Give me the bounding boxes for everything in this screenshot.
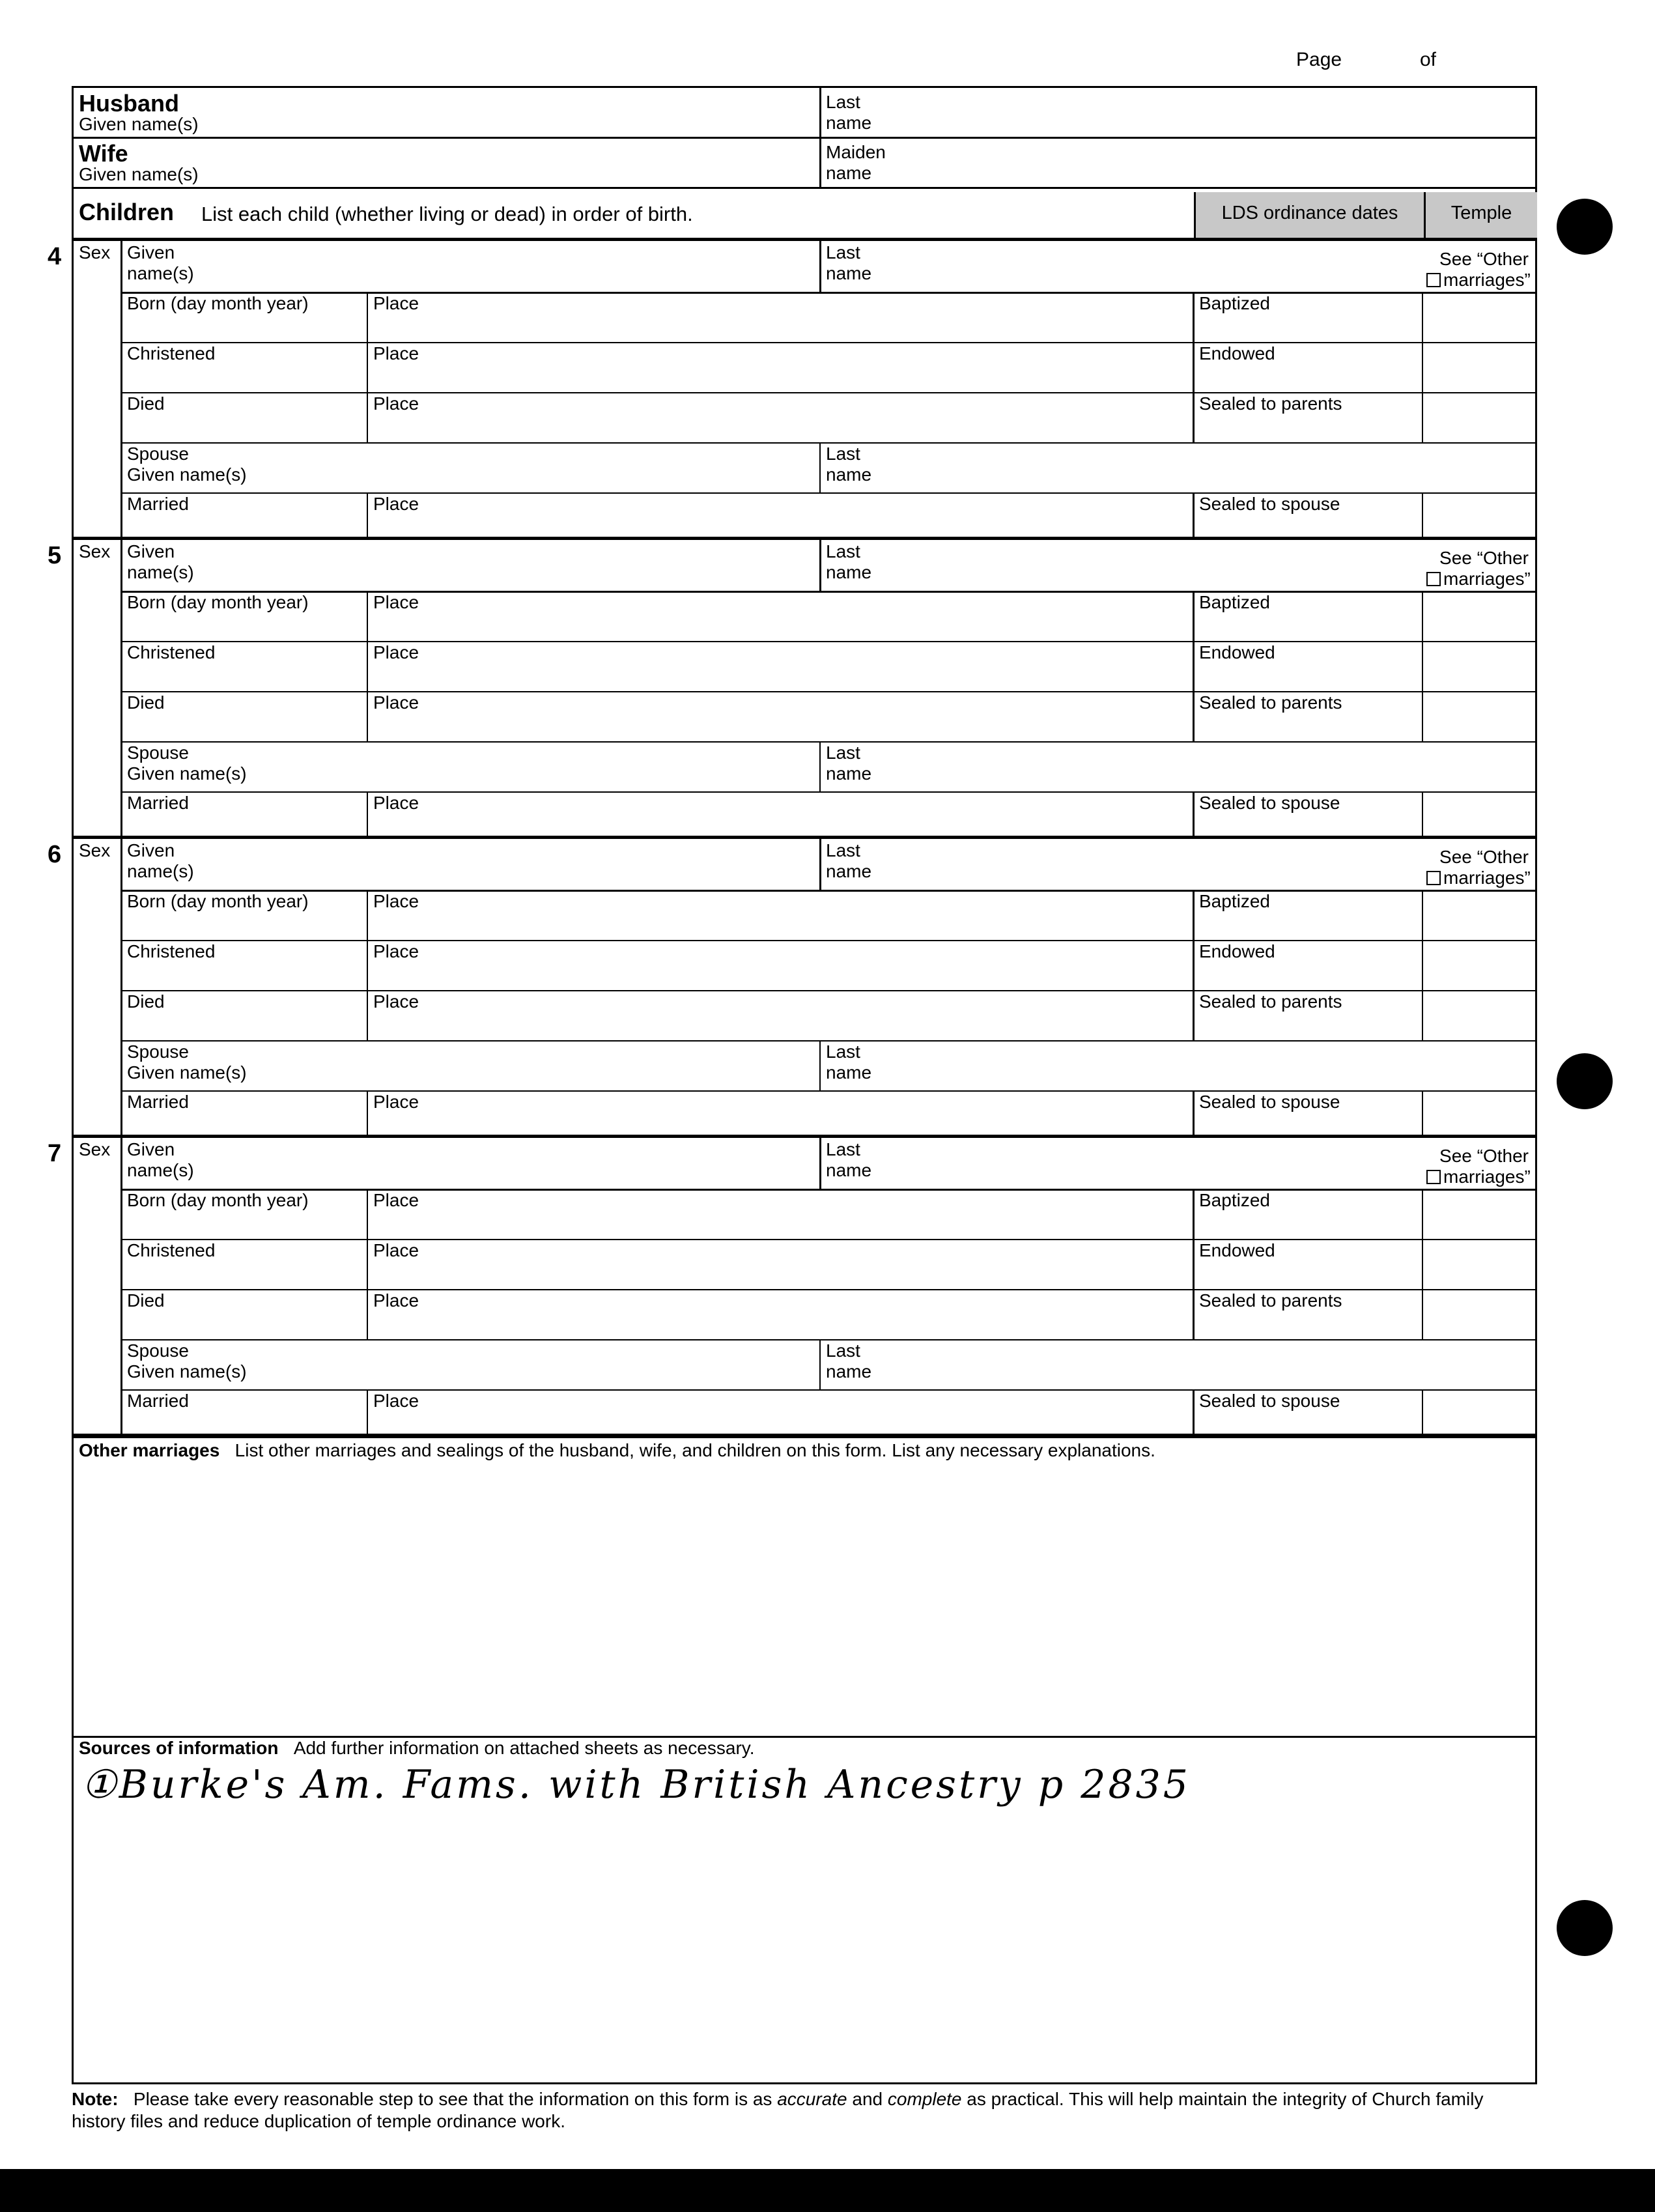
of-label: of (1420, 49, 1437, 70)
born-field[interactable]: Born (day month year) (127, 293, 309, 313)
page-label: Page (1296, 49, 1342, 70)
checkbox-icon[interactable] (1426, 871, 1441, 885)
spouse-last-field[interactable]: Last name (826, 1340, 872, 1382)
note-text-3: as practical. This will help maintain the integrity of Church family history files and reduce duplication of temple ordinance work. (72, 2089, 1484, 2131)
died-place-field[interactable]: Place (373, 991, 419, 1012)
child-number: 4 (48, 243, 62, 270)
child-given-field[interactable]: Given name(s) (127, 840, 194, 881)
child-number: 7 (48, 1140, 62, 1167)
born-field[interactable]: Born (day month year) (127, 592, 309, 612)
see-other-marriages-checkbox[interactable]: See “Other marriages” (1426, 847, 1529, 888)
christened-place-field[interactable]: Place (373, 343, 419, 363)
endowed-field[interactable]: Endowed (1199, 642, 1275, 662)
punch-hole (1557, 1053, 1613, 1109)
endowed-field[interactable]: Endowed (1199, 1240, 1275, 1260)
born-place-field[interactable]: Place (373, 592, 419, 612)
note-complete: complete (887, 2089, 962, 2109)
child-sex-field[interactable]: Sex (79, 1139, 111, 1159)
child-number: 5 (48, 542, 62, 569)
baptized-field[interactable]: Baptized (1199, 293, 1270, 313)
married-place-field[interactable]: Place (373, 494, 419, 514)
spouse-given-field[interactable]: Spouse Given name(s) (127, 743, 247, 784)
died-place-field[interactable]: Place (373, 393, 419, 414)
born-place-field[interactable]: Place (373, 293, 419, 313)
children-title: Children (79, 199, 175, 225)
family-group-form (48, 86, 1537, 2084)
child-given-field[interactable]: Given name(s) (127, 1139, 194, 1180)
husband-given-field[interactable]: Given name(s) (79, 114, 199, 134)
sources-title: Sources of information (79, 1738, 279, 1758)
checkbox-icon[interactable] (1426, 1170, 1441, 1184)
sealed-to-parents-field[interactable]: Sealed to parents (1199, 991, 1342, 1012)
spouse-given-field[interactable]: Spouse Given name(s) (127, 1340, 247, 1382)
sealed-to-parents-field[interactable]: Sealed to parents (1199, 393, 1342, 414)
died-place-field[interactable]: Place (373, 1290, 419, 1311)
christened-field[interactable]: Christened (127, 941, 216, 961)
children-instruction: List each child (whether living or dead) in order of birth. (201, 203, 693, 225)
child-given-field[interactable]: Given name(s) (127, 541, 194, 582)
christened-place-field[interactable]: Place (373, 642, 419, 662)
sealed-to-spouse-field[interactable]: Sealed to spouse (1199, 1391, 1340, 1411)
see-other-marriages-checkbox[interactable]: See “Other marriages” (1426, 249, 1529, 291)
note-label: Note: (72, 2089, 119, 2109)
child-sex-field[interactable]: Sex (79, 840, 111, 860)
child-last-field[interactable]: Last name (826, 242, 872, 283)
child-last-field[interactable]: Last name (826, 541, 872, 582)
child-last-field[interactable]: Last name (826, 1139, 872, 1180)
spouse-last-field[interactable]: Last name (826, 743, 872, 784)
christened-field[interactable]: Christened (127, 1240, 216, 1260)
died-field[interactable]: Died (127, 991, 165, 1012)
died-field[interactable]: Died (127, 393, 165, 414)
wife-given-field[interactable]: Given name(s) (79, 164, 199, 184)
scan-bottom-edge (0, 2169, 1655, 2212)
spouse-given-field[interactable]: Spouse Given name(s) (127, 444, 247, 485)
sealed-to-spouse-field[interactable]: Sealed to spouse (1199, 494, 1340, 514)
sealed-to-parents-field[interactable]: Sealed to parents (1199, 692, 1342, 713)
died-field[interactable]: Died (127, 1290, 165, 1311)
see-other-marriages-checkbox[interactable]: See “Other marriages” (1426, 1146, 1529, 1187)
christened-field[interactable]: Christened (127, 343, 216, 363)
checkbox-icon[interactable] (1426, 273, 1441, 287)
endowed-field[interactable]: Endowed (1199, 343, 1275, 363)
married-field[interactable]: Married (127, 494, 189, 514)
checkbox-icon[interactable] (1426, 572, 1441, 586)
married-field[interactable]: Married (127, 1092, 189, 1112)
husband-title: Husband (79, 90, 180, 117)
other-marriages-title: Other marriages (79, 1440, 220, 1460)
baptized-field[interactable]: Baptized (1199, 1190, 1270, 1210)
wife-title: Wife (79, 140, 128, 167)
christened-place-field[interactable]: Place (373, 1240, 419, 1260)
child-given-field[interactable]: Given name(s) (127, 242, 194, 283)
sources-section[interactable] (79, 1738, 754, 1759)
christened-field[interactable]: Christened (127, 642, 216, 662)
married-place-field[interactable]: Place (373, 1391, 419, 1411)
married-field[interactable]: Married (127, 793, 189, 813)
note-text-2: and (847, 2089, 888, 2109)
see-other-marriages-checkbox[interactable]: See “Other marriages” (1426, 548, 1529, 589)
note-text-1: Please take every reasonable step to see that the information on this form is as (133, 2089, 778, 2109)
handwritten-source-entry: ①Burke's Am. Fams. with British Ancestry p 2835 (81, 1762, 1191, 1808)
child-sex-field[interactable]: Sex (79, 541, 111, 561)
died-place-field[interactable]: Place (373, 692, 419, 713)
sealed-to-spouse-field[interactable]: Sealed to spouse (1199, 793, 1340, 813)
born-field[interactable]: Born (day month year) (127, 891, 309, 911)
married-place-field[interactable]: Place (373, 793, 419, 813)
lds-ordinance-dates-header: LDS ordinance dates (1194, 192, 1424, 238)
married-place-field[interactable]: Place (373, 1092, 419, 1112)
sealed-to-spouse-field[interactable]: Sealed to spouse (1199, 1092, 1340, 1112)
note-accurate: accurate (777, 2089, 847, 2109)
married-field[interactable]: Married (127, 1391, 189, 1411)
born-place-field[interactable]: Place (373, 891, 419, 911)
spouse-last-field[interactable]: Last name (826, 444, 872, 485)
born-field[interactable]: Born (day month year) (127, 1190, 309, 1210)
child-sex-field[interactable]: Sex (79, 242, 111, 262)
sources-instruction: Add further information on attached sheets as necessary. (293, 1738, 755, 1758)
sealed-to-parents-field[interactable]: Sealed to parents (1199, 1290, 1342, 1311)
wife-maiden-field[interactable]: Maiden name (826, 142, 886, 183)
endowed-field[interactable]: Endowed (1199, 941, 1275, 961)
husband-last-field[interactable]: Last name (826, 92, 872, 133)
other-marriages-section[interactable] (79, 1440, 1155, 1461)
baptized-field[interactable]: Baptized (1199, 592, 1270, 612)
other-marriages-instruction: List other marriages and sealings of the husband, wife, and children on this form. List any necessary explanations. (234, 1440, 1155, 1460)
born-place-field[interactable]: Place (373, 1190, 419, 1210)
punch-hole (1557, 199, 1613, 255)
child-last-field[interactable]: Last name (826, 840, 872, 881)
died-field[interactable]: Died (127, 692, 165, 713)
footer-note (72, 2088, 1537, 2133)
spouse-given-field[interactable]: Spouse Given name(s) (127, 1042, 247, 1083)
punch-hole (1557, 1900, 1613, 1956)
temple-header: Temple (1424, 192, 1537, 238)
baptized-field[interactable]: Baptized (1199, 891, 1270, 911)
child-number: 6 (48, 841, 62, 868)
spouse-last-field[interactable]: Last name (826, 1042, 872, 1083)
christened-place-field[interactable]: Place (373, 941, 419, 961)
